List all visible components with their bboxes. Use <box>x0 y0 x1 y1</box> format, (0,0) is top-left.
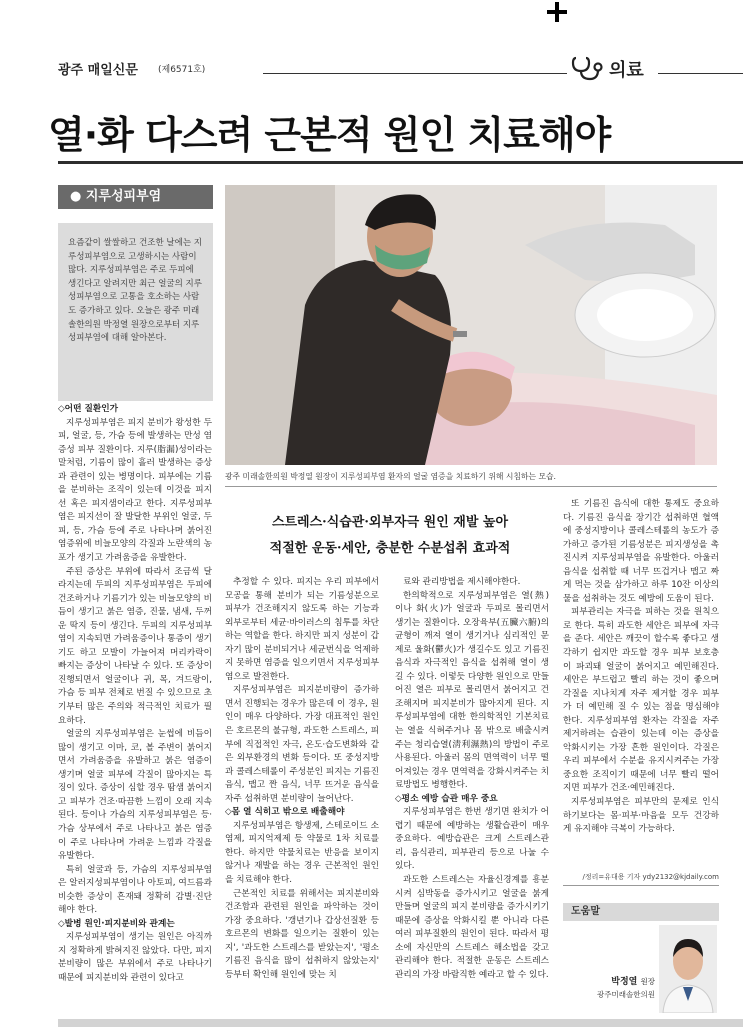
doctor-name-line <box>563 974 655 987</box>
credit-rule <box>563 885 719 886</box>
article-column-3 <box>395 576 549 1028</box>
lead-box: 요즘같이 쌀쌀하고 건조한 날에는 지루성피부염으로 고생하시는 사람이 많다. 지루성피부염은 주로 두피에 생긴다고 알려지만 최근 얼굴의 지루성피부염으로 고통을 호소하는 사람도 증가하고 있다. 오늘은 광주 미래솔한의원 박정열 원장으로부터 지루성피부염에 대해 알아본다. <box>58 223 213 401</box>
section-title: 의료 <box>609 60 644 81</box>
doctor-clinic: 광주미래솔한의원 <box>597 990 655 999</box>
doctor-portrait <box>659 925 717 1013</box>
masthead-rule-right <box>658 73 743 74</box>
paragraph: 특히 얼굴과 등, 가슴의 지루성피부염은 알러지성피부염이나 아토피, 여드름과 비슷한 증상이 흔재돼 정확히 감별·진단해야 한다. <box>58 864 212 916</box>
question-heading: ◇몸 열 식히고 밖으로 배출해야 <box>225 807 345 818</box>
paragraph: 지루성피부염은 피부만의 문제로 인식하기보다는 몸·피부·마음을 모두 건강하게 유지해야 극복이 가능하다. <box>563 797 719 835</box>
paragraph: 지루성피부염은 피지분비량이 증가하면서 진행되는 경우가 많은데 이 경우, 원인이 매우 다양하다. 가장 대표적인 원인은 호르몬의 불규형, 과도한 스트레스, 피부에 직접적인 자극, 온도·습도변화와 같은 외부환경의 변화 등이다. 또 중성지방과 콜레스테롤이 주성분인 피지는 기름진 음식, 맵고 짠 음식, 너무 뜨거운 음식을 자주 섭취하면 분비량이 늘어난다. <box>225 685 379 804</box>
subhead-line-2: 적절한 운동·세안, 충분한 수분섭취 효과적 <box>269 541 511 556</box>
caption-rule <box>225 486 717 487</box>
stethoscope-icon <box>570 54 604 82</box>
headline: 열·화 다스려 근본적 원인 치료해야 <box>48 113 611 157</box>
paragraph: 과도한 스트레스는 자율신경계를 흥분시켜 심박동을 증가시키고 얼굴을 붉게 만들며 얼굴의 피지 분비량을 증가시키기 때문에 증상을 악화시킬 뿐 아니라 다른 여러 피부질환의 원인이 된다. 따라서 평소에 자신만의 스트레스 해소법을 갖고 관리해야 한다. 적절한 운동은 스트레스 관리의 가장 바람직한 예라고 할 수 있다. <box>395 875 549 980</box>
paragraph: 추정할 수 있다. 피지는 우리 피부에서 모공을 통해 분비가 되는 기름성분으로 피부가 건조해지지 않도록 하는 기능과 외부로부터 세균·바이러스의 침투를 차단하는 역할을 한다. 하지만 피지 성분이 갑자기 많이 분비되거나 세균번식을 억제하지 못하면 염증을 일으키면서 지루성피부염으로 발전한다. <box>225 577 379 682</box>
photo-caption: 광주 미래솔한의원 박정열 원장이 지루성피부염 환자의 얼굴 염증을 치료하기 위해 시침하는 모습. <box>225 472 557 481</box>
paragraph: 피부관리는 자극을 피하는 것을 원칙으로 한다. 특히 과도한 세안은 피부에 자극을 준다. 세안은 깨끗이 할수록 좋다고 생각하기 쉽지만 과도할 경우 피부 보호층이 파괴돼 얼굴이 붉어지고 예민해진다. 세안은 부드럽고 빨리 하는 것이 좋으며 각질을 지나치게 자주 제거할 경우 피부가 더 예민해 질 수 있는 점을 명심해야 한다. 지루성피부염 환자는 각질을 자주 제거하려는 습관이 있는데 이는 증상을 악화시키는 가장 흔한 원인이다. 각질은 우리 피부에서 수분을 유지시켜주는 가장 중요한 조직이기 때문에 너무 빨리 떨어지면 피부가 건조·예민해진다. <box>563 607 719 794</box>
paragraph: 또 기름진 음식에 대한 통제도 중요하다. 기름진 음식을 장기간 섭취하면 혈액에 중성지방이나 콜레스테롤의 농도가 증가하고 증가된 기름성분은 피지생성을 촉진시켜 지루성피부염을 유발한다. 아울러 음식을 섭취할 때 너무 뜨겁거나 맵고 짜게 먹는 것을 삼가하고 하루 10잔 이상의 물을 섭취하는 것도 예방에 도움이 된다. <box>563 499 719 604</box>
paragraph: 지루성피부염이 생기는 원인은 아직까지 정확하게 밝혀지진 않았다. 다만, 피지분비량이 많은 부위에서 주로 나타나기 때문에 피지분비와 관련이 있다고 <box>58 932 212 983</box>
doctor-role: 원장 <box>640 977 655 986</box>
issue-number: (제6571호) <box>158 65 206 75</box>
doctor-photo <box>659 925 717 1013</box>
paragraph: 주된 증상은 부위에 따라서 조금씩 달라지는데 두피의 지루성피부염은 두피에 건조하거나 기름기가 있는 비늘모양의 비듬이 생기고 붉은 염증, 진물, 냄새, 두꺼운 딱지 등이 생긴다. 두피의 지루성피부염이 지속되면 가려움증이나 통증이 생기기도 하고 모발이 가늘어져 머리카락이 빠지는 증상이 나타날 수 있다. 또 증상이 진행되면서 얼굴이나 귀, 목, 겨드랑이, 가슴 등 피부 전체로 번질 수 있으므로 초기부터 많은 주의와 적극적인 치료가 필요하다. <box>58 566 212 726</box>
subhead <box>225 510 555 562</box>
paragraph: 지루성피부염은 한번 생기면 완치가 어렵기 때문에 예방하는 생활습관이 매우 중요하다. 예방습관은 크게 스트레스관리, 음식관리, 피부관리 등으로 나눌 수 있다. <box>395 807 549 872</box>
masthead <box>58 54 743 84</box>
bottom-bar <box>58 1019 743 1027</box>
crop-mark <box>545 0 569 24</box>
help-tag: 도움말 <box>563 903 719 921</box>
paragraph: 지루성피부염은 피지 분비가 왕성한 두피, 얼굴, 등, 가슴 등에 발생하는 만성 염증성 피부 질환이다. 지루(脂漏)성이라는 말처럼, 기름이 많이 흘러 발생하는 증상과 관련이 있는 병명이다. 피부에는 기름을 분비하는 조직이 있는데 이것을 피지선 혹은 피지샘이라고 한다. 지루성피부염은 피지선이 잘 발달한 부위인 얼굴, 두피, 등, 가슴 등에 주로 나타나며 붉어진 염증위에 비늘모양의 각질과 노란색의 농포가 생기고 가려움증을 유발한다. <box>58 417 212 564</box>
paragraph: 한의학적으로 지루성피부염은 열(熱)이나 화(火)가 얼굴과 두피로 몰리면서 생기는 질환이다. 오장육부(五臟六腑)의 균형이 깨져 열이 생기거나 심리적인 문제로 울화(鬱火)가 생길수도 있고 기름진 음식과 자극적인 음식을 섭취해 열이 생길 수 있다. 이렇듯 다양한 원인으로 만들어진 열은 피부로 몰리면서 붉어지고 건조해지며 피지분비가 많아지게 된다. 지루성피부염에 대한 한의학적인 기본치료는 열을 식혀주거나 몸 밖으로 배출시켜주는 청리습열(淸利濕熱)의 방법이 주로 사용된다. 아울러 몸의 면역력이 너무 떨어져있는 경우 면역력을 강화시켜주는 치료방법도 병행한다. <box>395 590 549 791</box>
article-column-2 <box>225 576 379 1028</box>
masthead-rule <box>263 73 567 74</box>
question-heading: ◇어떤 질환인가 <box>58 404 119 414</box>
paragraph: 근본적인 치료를 위해서는 피지분비와 건조함과 관련된 원인을 파악하는 것이 가장 중요하다. '갱년기나 갑상선질환 등 호르몬의 변화를 일으키는 질환이 있는지', '과도한 스트레스를 받았는지', '평소 기름진 음식을 많이 섭취하지 않았는지' 등부터 확인해 원인에 맞는 치 <box>225 888 379 980</box>
article-column-4 <box>563 498 719 870</box>
headline-rule <box>58 161 743 164</box>
paragraph: 지루성피부염은 항생제, 스테로이드 소염제, 피지억제제 등 약물로 1차 치료를 한다. 하지만 약물치료는 반응을 보이지 않거나 재발을 하는 경우 근본적인 원인을 치료해야 한다. <box>225 820 379 886</box>
treatment-photo-illustration <box>225 185 717 465</box>
paragraph: 얼굴의 지루성피부염은 눈썹에 비듬이 많이 생기고 이마, 코, 볼 주변이 붉어지면서 가려움증을 유발하고 붉은 염증이 생기며 얼굴 피부에 각질이 많아지는 특징이 있다. 증상이 심할 경우 땀샘 붉어지고 피부가 건조·따끔한 느낌이 오래 지속된다. 등이나 가슴의 지루성피부염은 등·가슴 상부에서 주로 나타나고 붉은 염증이 주로 나타나며 가려운 느낌과 각질을 유발한다. <box>58 729 212 862</box>
paper-name: 광주 매일신문 <box>58 63 138 78</box>
question-heading: ◇평소 예방 습관 매우 중요 <box>395 793 498 804</box>
treatment-photo <box>225 185 717 465</box>
subhead-line-1: 스트레스·식습관·외부자극 원인 재발 높아 <box>271 515 509 530</box>
doctor-name: 박정열 <box>611 977 638 987</box>
article-column-1 <box>58 403 212 1028</box>
sidebar <box>58 185 213 401</box>
question-heading: ◇발병 원인·피지분비와 관계는 <box>58 918 175 929</box>
paragraph: 료와 관리방법을 제시해야한다. <box>403 577 521 587</box>
topic-tag: ● 지루성피부염 <box>58 185 213 209</box>
byline-credit: /정리=유대용 기자 ydy2132@kjdaily.com <box>582 873 719 881</box>
